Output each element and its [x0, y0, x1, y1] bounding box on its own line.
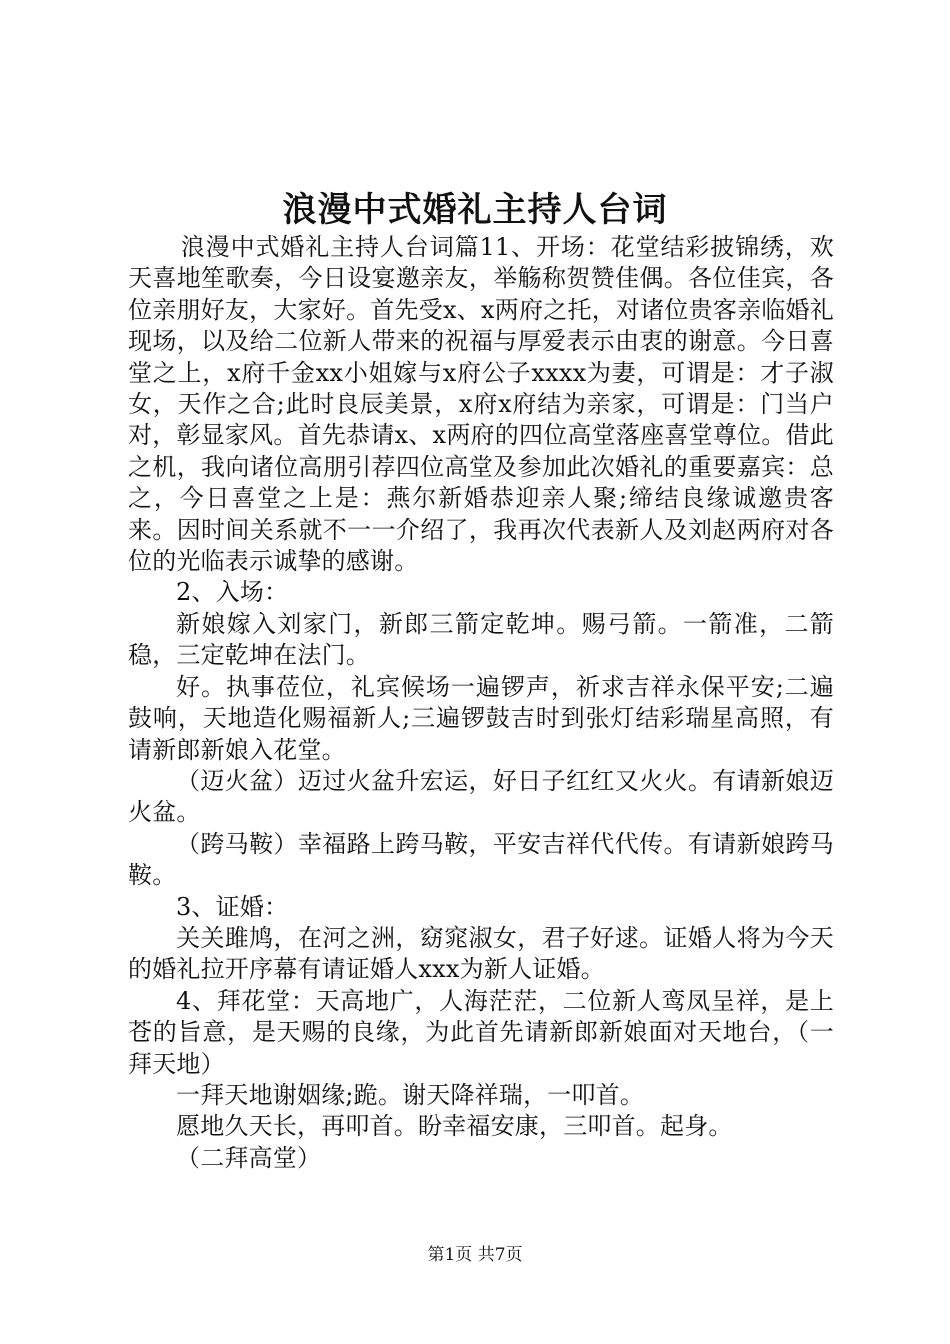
document-title: 浪漫中式婚礼主持人台词: [282, 190, 668, 230]
document-body: [128, 232, 834, 1174]
paragraph-witness: 关关雎鸠，在河之洲，窈窕淑女，君子好逑。证婚人将为今天的婚礼拉开序幕有请证婚人xxx为新人证婚。: [128, 923, 834, 984]
paragraph-witness-heading: 3、证婚：: [176, 892, 289, 921]
paragraph-second-bow: （二拜高堂）: [176, 1143, 322, 1172]
paragraph-first-bow: 一拜天地谢姻缘;跪。谢天降祥瑞，一叩首。: [176, 1080, 645, 1109]
page-footer: 第1页 共7页: [427, 1245, 523, 1265]
paragraph-saddle: （跨马鞍）幸福路上跨马鞍，平安吉祥代代传。有请新娘跨马鞍。: [128, 829, 834, 890]
paragraph-kowtow: 愿地久天长，再叩首。盼幸福安康，三叩首。起身。: [176, 1112, 733, 1141]
paragraph-fire-basin: （迈火盆）迈过火盆升宏运，好日子红红又火火。有请新娘迈火盆。: [128, 766, 834, 827]
paragraph-entrance-ceremony: 好。执事莅位，礼宾候场一遍锣声，祈求吉祥永保平安;二遍鼓响，天地造化赐福新人;三遍锣鼓吉时到张灯结彩瑞星高照，有请新郎新娘入花堂。: [128, 672, 834, 764]
paragraph-worship: 4、拜花堂：天高地广，人海茫茫，二位新人鸾凤呈祥，是上苍的旨意，是天赐的良缘，为此首先请新郎新娘面对天地台，（一拜天地）: [128, 986, 834, 1078]
paragraph-opening: 浪漫中式婚礼主持人台词篇11、开场：花堂结彩披锦绣，欢天喜地笙歌奏，今日设宴邀亲友，举觞称贺赞佳偶。各位佳宾，各位亲朋好友，大家好。首先受x、x两府之托，对诸位贵客亲临婚礼现场，以及给二位新人带来的祝福与厚爱表示由衷的谢意。今日喜堂之上，x府千金xx小姐嫁与x府公子xxxx为妻，可谓是：才子淑女，天作之合;此时良辰美景，x府x府结为亲家，可谓是：门当户对，彰显家风。首先恭请x、x两府的四位高堂落座喜堂尊位。借此之机，我向诸位高朋引荐四位高堂及参加此次婚礼的重要嘉宾：总之，今日喜堂之上是：燕尔新婚恭迎亲人聚;缔结良缘诚邀贵客来。因时间关系就不一一介绍了，我再次代表新人及刘赵两府对各位的光临表示诚挚的感谢。: [128, 233, 834, 576]
paragraph-entrance-arrows: 新娘嫁入刘家门，新郎三箭定乾坤。赐弓箭。一箭准，二箭稳，三定乾坤在法门。: [128, 609, 834, 670]
paragraph-entrance-heading: 2、入场：: [176, 578, 289, 607]
